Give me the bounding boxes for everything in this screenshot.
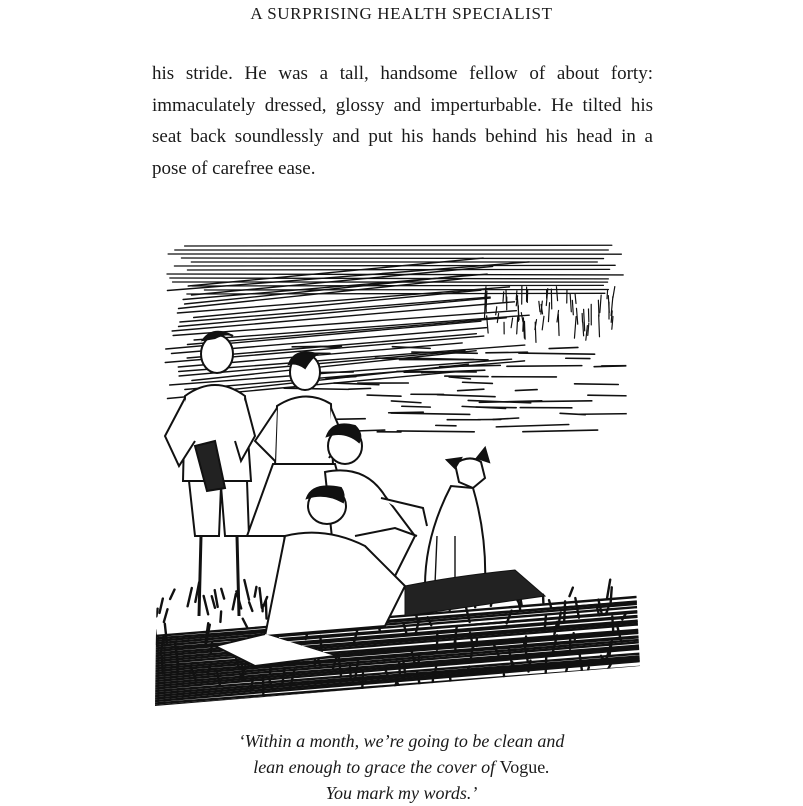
- magazine-title: Vogue: [500, 757, 546, 777]
- running-head: A SURPRISING HEALTH SPECIALIST: [0, 4, 803, 24]
- caption-line: [0, 754, 803, 780]
- body-line: immaculately dressed, glossy and imperturbable. He tilted his: [152, 90, 653, 122]
- body-paragraph: [152, 58, 653, 184]
- illustration-children-dog-river: [155, 236, 640, 706]
- caption-text: .: [545, 757, 550, 777]
- standing-boy-figure: [165, 332, 255, 616]
- body-line: his stride. He was a tall, handsome fellow of about forty:: [152, 58, 653, 90]
- caption-text: lean enough to grace the cover of: [253, 757, 499, 777]
- dog-figure: [425, 448, 489, 586]
- body-line: seat back soundlessly and put his hands behind his head in a: [152, 121, 653, 153]
- caption-line: ‘Within a month, we’re going to be clean and: [0, 728, 803, 754]
- illustration-caption: [0, 728, 803, 806]
- body-line: pose of carefree ease.: [152, 153, 653, 185]
- caption-line: You mark my words.’: [0, 780, 803, 806]
